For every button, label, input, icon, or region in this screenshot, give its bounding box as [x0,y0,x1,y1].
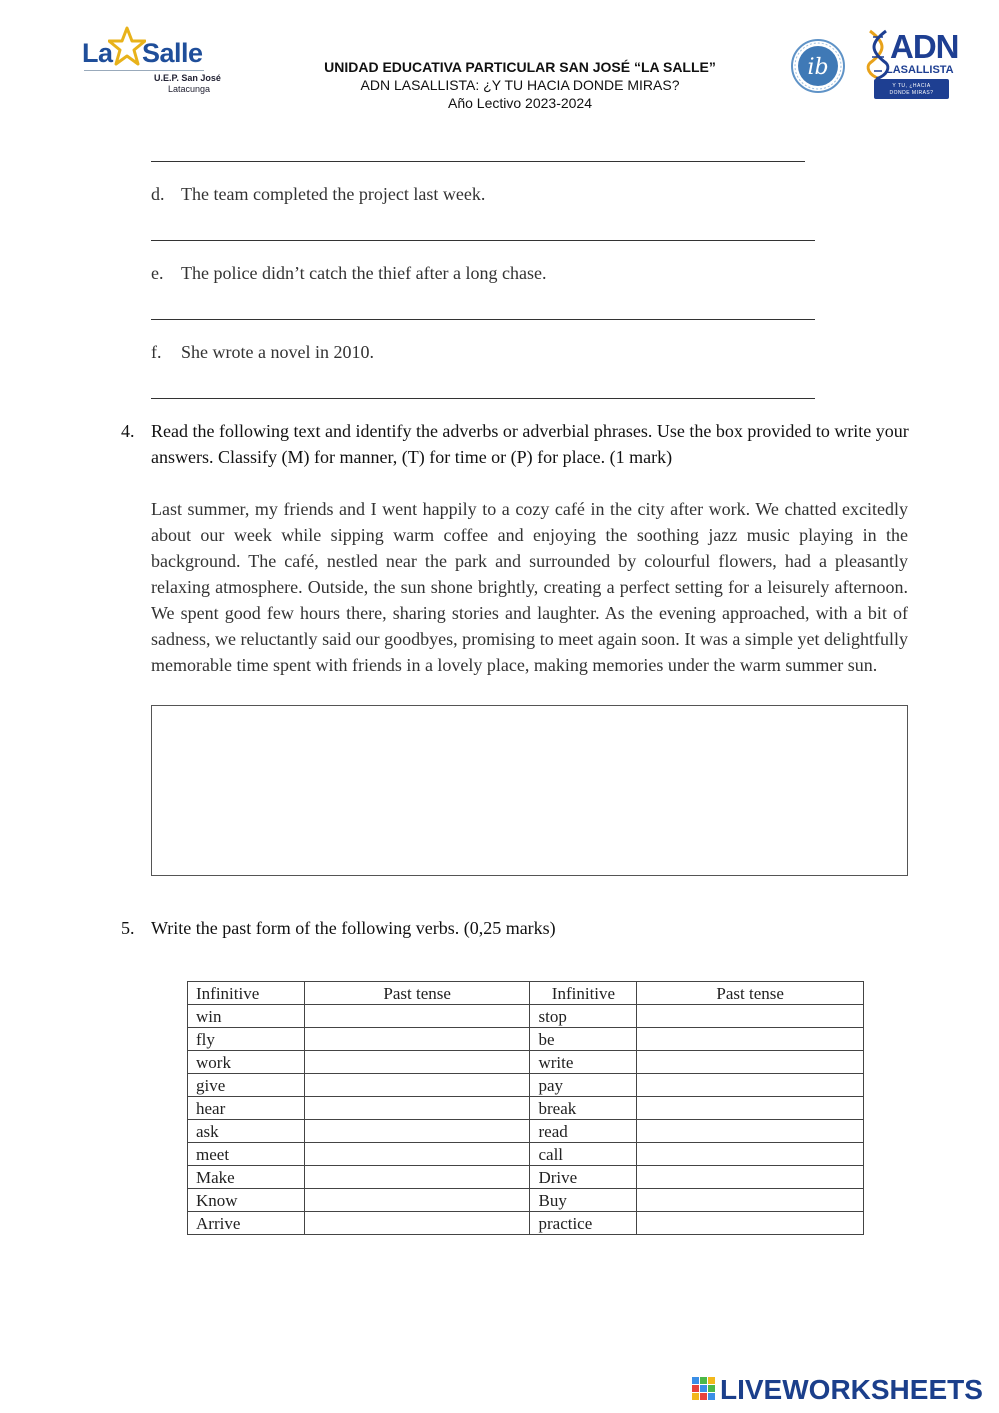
past-tense-input[interactable] [304,1212,530,1235]
verb-cell: call [530,1143,637,1166]
logo-word-la: La [82,38,113,68]
table-row [188,1189,864,1212]
verb-cell: pay [530,1074,637,1097]
answer-line-c[interactable] [151,161,805,162]
table-row [188,1028,864,1051]
sentence-item-f [151,340,374,364]
school-motto: ADN LASALLISTA: ¿Y TU HACIA DONDE MIRAS? [360,77,680,93]
liveworksheets-wordmark: LIVEWORKSHEETS [720,1374,983,1405]
verb-cell: work [188,1051,305,1074]
verb-cell: ask [188,1120,305,1143]
past-tense-input[interactable] [637,1189,864,1212]
lasalle-logo [82,24,221,100]
logo-subtitle: U.E.P. San José Latacunga [154,73,221,94]
adn-letters: ADN [890,28,959,65]
verb-cell: break [530,1097,637,1120]
ib-letters: ib [807,55,829,80]
header-past-tense: Past tense [637,982,864,1005]
verb-cell: Know [188,1189,305,1212]
verb-cell: read [530,1120,637,1143]
past-tense-input[interactable] [304,1166,530,1189]
answer-line-d[interactable] [151,240,815,241]
verb-cell: Drive [530,1166,637,1189]
past-tense-input[interactable] [304,1005,530,1028]
past-tense-input[interactable] [637,1143,864,1166]
adn-lasallista-logo [864,27,959,101]
question-title: Read the following text and identify the adverbs or adverbial phrases. Use the box provided to write your answers. Classify (M) for manner, (T) for time or (P) for place. (1 mark) [151,421,909,467]
adn-subtitle: LASALLISTA [886,64,954,76]
star-icon [108,26,146,66]
school-name: UNIDAD EDUCATIVA PARTICULAR SAN JOSÉ “LA SALLE” [324,59,716,75]
past-tense-input[interactable] [637,1074,864,1097]
verb-cell: Buy [530,1189,637,1212]
past-tense-input[interactable] [304,1051,530,1074]
header-text [250,58,790,112]
question-number: 5. [121,918,135,938]
verb-cell: practice [530,1212,637,1235]
item-label: d. [151,184,165,204]
table-row [188,1120,864,1143]
table-header-row [188,982,864,1005]
verbs-table [187,981,864,1235]
past-tense-input[interactable] [637,1212,864,1235]
item-text: The team completed the project last week. [181,184,486,204]
table-row [188,1051,864,1074]
question-4-heading [121,418,911,470]
verb-cell: win [188,1005,305,1028]
item-label: f. [151,342,162,362]
liveworksheets-icon [692,1377,716,1401]
past-tense-input[interactable] [637,1028,864,1051]
adn-band: Y TU, ¿HACIA DONDE MIRAS? [874,79,949,99]
header-infinitive: Infinitive [530,982,637,1005]
verb-cell: give [188,1074,305,1097]
reading-paragraph: Last summer, my friends and I went happily to a cozy café in the city after work. We chatted excitedly about our week while sipping warm coffee and enjoying the soothing jazz music playing in the background. The café, nestled near the park and surrounded by colourful flowers, had a pleasantly relaxing atmosphere. Outside, the sun shone brightly, creating a perfect setting for a leisurely afternoon. We spent good few hours there, sharing stories and laughter. As the evening approached, with a bit of sadness, we reluctantly said our goodbyes, promising to meet again soon. It was a simple yet delightfully memorable time spent with friends in a lovely place, making memories under the warm summer sun. [151,499,908,675]
logo-word-salle: Salle [142,38,203,68]
table-row [188,1005,864,1028]
table-row [188,1212,864,1235]
table-row [188,1143,864,1166]
school-year: Año Lectivo 2023-2024 [448,95,592,111]
ib-logo [790,38,846,94]
adverbs-answer-box[interactable] [151,705,908,876]
liveworksheets-logo [692,1375,992,1405]
past-tense-input[interactable] [637,1051,864,1074]
sentence-item-e [151,261,547,285]
item-label: e. [151,263,164,283]
table-row [188,1166,864,1189]
logo-rule [84,70,204,71]
past-tense-input[interactable] [304,1028,530,1051]
past-tense-input[interactable] [637,1120,864,1143]
question-5-heading [121,915,911,941]
item-text: The police didn’t catch the thief after a long chase. [181,263,547,283]
verb-cell: Make [188,1166,305,1189]
sentence-item-d [151,182,485,206]
past-tense-input[interactable] [304,1189,530,1212]
table-row [188,1074,864,1097]
question-number: 4. [121,421,135,441]
past-tense-input[interactable] [304,1097,530,1120]
question-title: Write the past form of the following verbs. (0,25 marks) [151,918,556,938]
verb-cell: be [530,1028,637,1051]
header-past-tense: Past tense [304,982,530,1005]
verb-cell: meet [188,1143,305,1166]
past-tense-input[interactable] [637,1005,864,1028]
verb-cell: fly [188,1028,305,1051]
answer-line-e[interactable] [151,319,815,320]
item-text: She wrote a novel in 2010. [181,342,374,362]
verb-cell: Arrive [188,1212,305,1235]
verb-cell: write [530,1051,637,1074]
past-tense-input[interactable] [304,1143,530,1166]
past-tense-input[interactable] [637,1097,864,1120]
past-tense-input[interactable] [304,1120,530,1143]
verb-cell: hear [188,1097,305,1120]
verb-cell: stop [530,1005,637,1028]
past-tense-input[interactable] [637,1166,864,1189]
header-infinitive: Infinitive [188,982,305,1005]
answer-line-f[interactable] [151,398,815,399]
table-row [188,1097,864,1120]
past-tense-input[interactable] [304,1074,530,1097]
